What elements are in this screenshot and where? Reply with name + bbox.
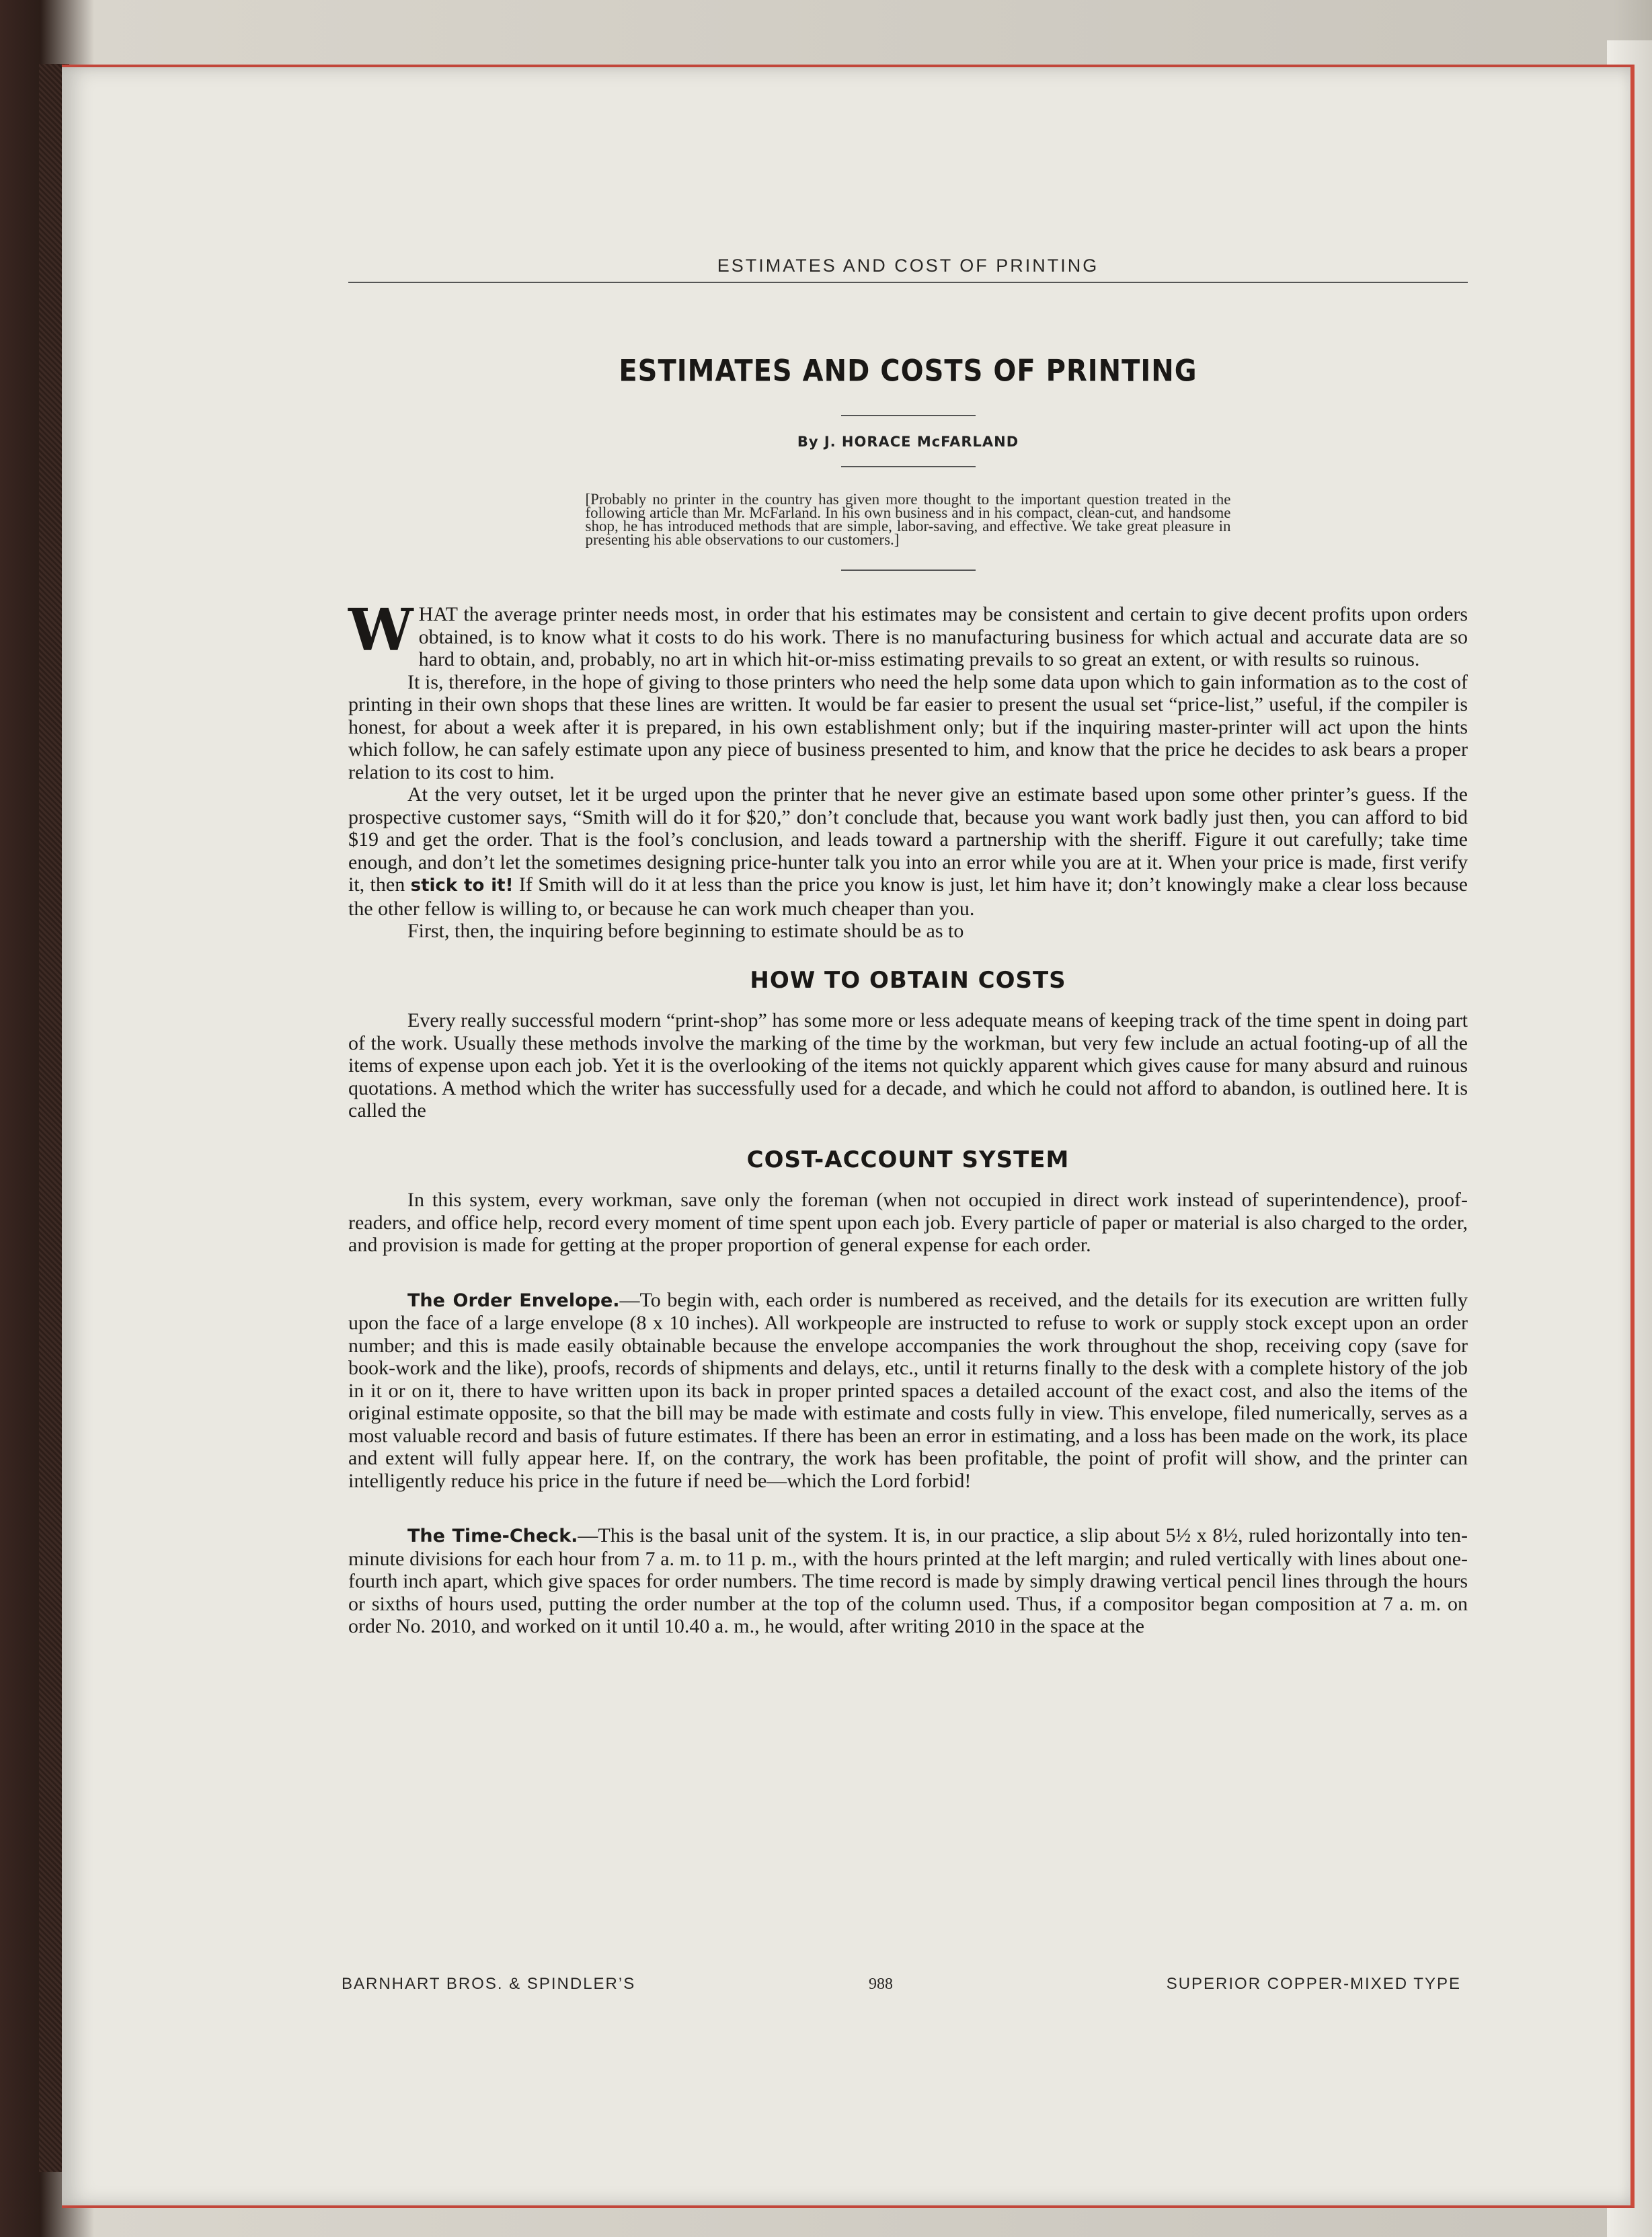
- stick-to-it-emphasis: stick to it!: [410, 875, 514, 896]
- intro-paragraph-3: [348, 783, 1468, 920]
- article-body: [348, 596, 1468, 1638]
- intro-paragraph-3-a: At the very outset, let it be urged upon the printer that he never give an estimate based upon some other printer’s guess. If the prospective customer says, “Smith will do it for $20,” don’t conclude that, because you want work badly just then, you can afford to bid $19 and get the order. That is the fool’s conclusion, and leads toward a partnership with the sheriff. Figure it out carefully; take time enough, and don’t let the sometimes designing price-hunter talk you into an error while you are at it. When your price is made, first verify it, then: [348, 783, 1468, 896]
- section-heading-cost-account: COST-ACCOUNT SYSTEM: [746, 1146, 1070, 1173]
- order-envelope-paragraph: [348, 1289, 1468, 1493]
- cost-account-paragraph: In this system, every workman, save only the foreman (when not occupied in direct work instead of superintendence), proof-readers, and office help, record every moment of time spent upon each job. Every particle of paper or material is also charged to the order, and provision is made for getting at the proper proportion of general expense for each order.: [348, 1189, 1468, 1256]
- editor-note: [Probably no printer in the country has given more thought to the important question treated in the following article than Mr. McFarland. In his own business and in his compact, clean-cut, and handsome shop, he has introduced methods that are simple, labor-saving, and effective. We take great pleasure in presenting his able observations to our customers.]: [585, 491, 1231, 548]
- page-number: 988: [868, 1975, 893, 1993]
- time-check-heading: The Time-Check.: [407, 1526, 578, 1546]
- byline: By J. HORACE McFARLAND: [797, 434, 1019, 450]
- page-content: [348, 256, 1468, 1638]
- page-footer: [342, 1975, 1461, 1994]
- footer-left: BARNHART BROS. & SPINDLER’S: [342, 1975, 636, 1993]
- intro-paragraph-1-text: HAT the average printer needs most, in order that his estimates may be consistent and certain to give decent profits upon orders obtained, is to know what it costs to do his work. There is no manufacturing business for which actual and accurate data are so hard to obtain, and, probably, no art in which hit-or-miss estimating prevails to so great an extent, or with results so ruinous.: [418, 603, 1468, 670]
- title-rule: [841, 415, 976, 416]
- byline-rule: [841, 466, 976, 467]
- order-envelope-text: —To begin with, each order is numbered as received, and the details for its execution are written fully upon the face of a large envelope (8 x 10 inches). All workpeople are instructed to refuse to work or supply stock except upon an order number; and this is made easily obtainable because the envelope accompanies the work throughout the shop, receiving copy (save for book-work and the like), proofs, records of shipments and delays, etc., until it returns finally to the desk with a complete history of the job in it or on it, there to have written upon its back in proper printed spaces a detailed account of the exact cost, and also the items of the original estimate opposite, so that the bill may be made with estimate and costs fully in view. This envelope, filed numerically, serves as a most valuable record and basis of future estimates. If there has been an error in estimating, and a loss has been made on the work, its place and extent will fully appear here. If, on the contrary, the work has been profitable, the point of profit will show, and the printer can intelligently reduce his price in the future if need be—which the Lord forbid!: [348, 1288, 1468, 1492]
- section-heading-obtain-costs: HOW TO OBTAIN COSTS: [750, 966, 1066, 994]
- order-envelope-heading: The Order Envelope.: [407, 1290, 620, 1311]
- intro-paragraph-2: It is, therefore, in the hope of giving to those printers who need the help some data upon which to gain information as to the cost of printing in their own shops that these lines are written. It would be far easier to present the usual set “price-list,” useful, if the compiler is honest, for about a week after it is prepared, in his own establishment only; but if the inquiring master-printer will act upon the hints which follow, he can safely estimate upon any piece of business presented to him, and know that the price he decides to ask bears a proper relation to its cost to him.: [348, 670, 1468, 783]
- drop-cap: W: [348, 596, 414, 664]
- intro-paragraph-3-b: If Smith will do it at less than the price you know is just, let him have it; don’t knowingly make a clear loss because the other fellow is willing to, or because he can work much cheaper than you.: [348, 873, 1468, 920]
- intro-paragraph-1: [348, 596, 1468, 671]
- running-head: ESTIMATES AND COST OF PRINTING: [348, 256, 1468, 283]
- intro-paragraph-4: First, then, the inquiring before beginning to estimate should be as to: [407, 920, 964, 942]
- footer-right: SUPERIOR COPPER-MIXED TYPE: [1166, 1975, 1461, 1993]
- article-title: ESTIMATES AND COSTS OF PRINTING: [619, 354, 1197, 389]
- note-rule: [841, 570, 976, 571]
- time-check-text: —This is the basal unit of the system. It is, in our practice, a slip about 5½ x 8½, ruled horizontally into ten-minute divisions for each hour from 7 a. m. to 11 p. m., with the hours printed at the left margin; and ruled vertically with lines about one-fourth inch apart, which give spaces for order numbers. The time record is made by simply drawing vertical pencil lines through the hours or sixths of hours used, putting the order number at the top of the column used. Thus, if a compositor began composition at 7 a. m. on order No. 2010, and worked on it until 10.40 a. m., he would, after writing 2010 in the space at the: [348, 1524, 1468, 1637]
- obtain-costs-paragraph: Every really successful modern “print-shop” has some more or less adequate means of keeping track of the time spent in doing part of the work. Usually these methods involve the marking of the time by the workman, but very few include an actual footing-up of all the items of expense upon each job. Yet it is the overlooking of the items not quickly apparent which gives cause for many absurd and ruinous quotations. A method which the writer has successfully used for a decade, and which he could not afford to abandon, is outlined here. It is called the: [348, 1009, 1468, 1122]
- time-check-paragraph: [348, 1524, 1468, 1638]
